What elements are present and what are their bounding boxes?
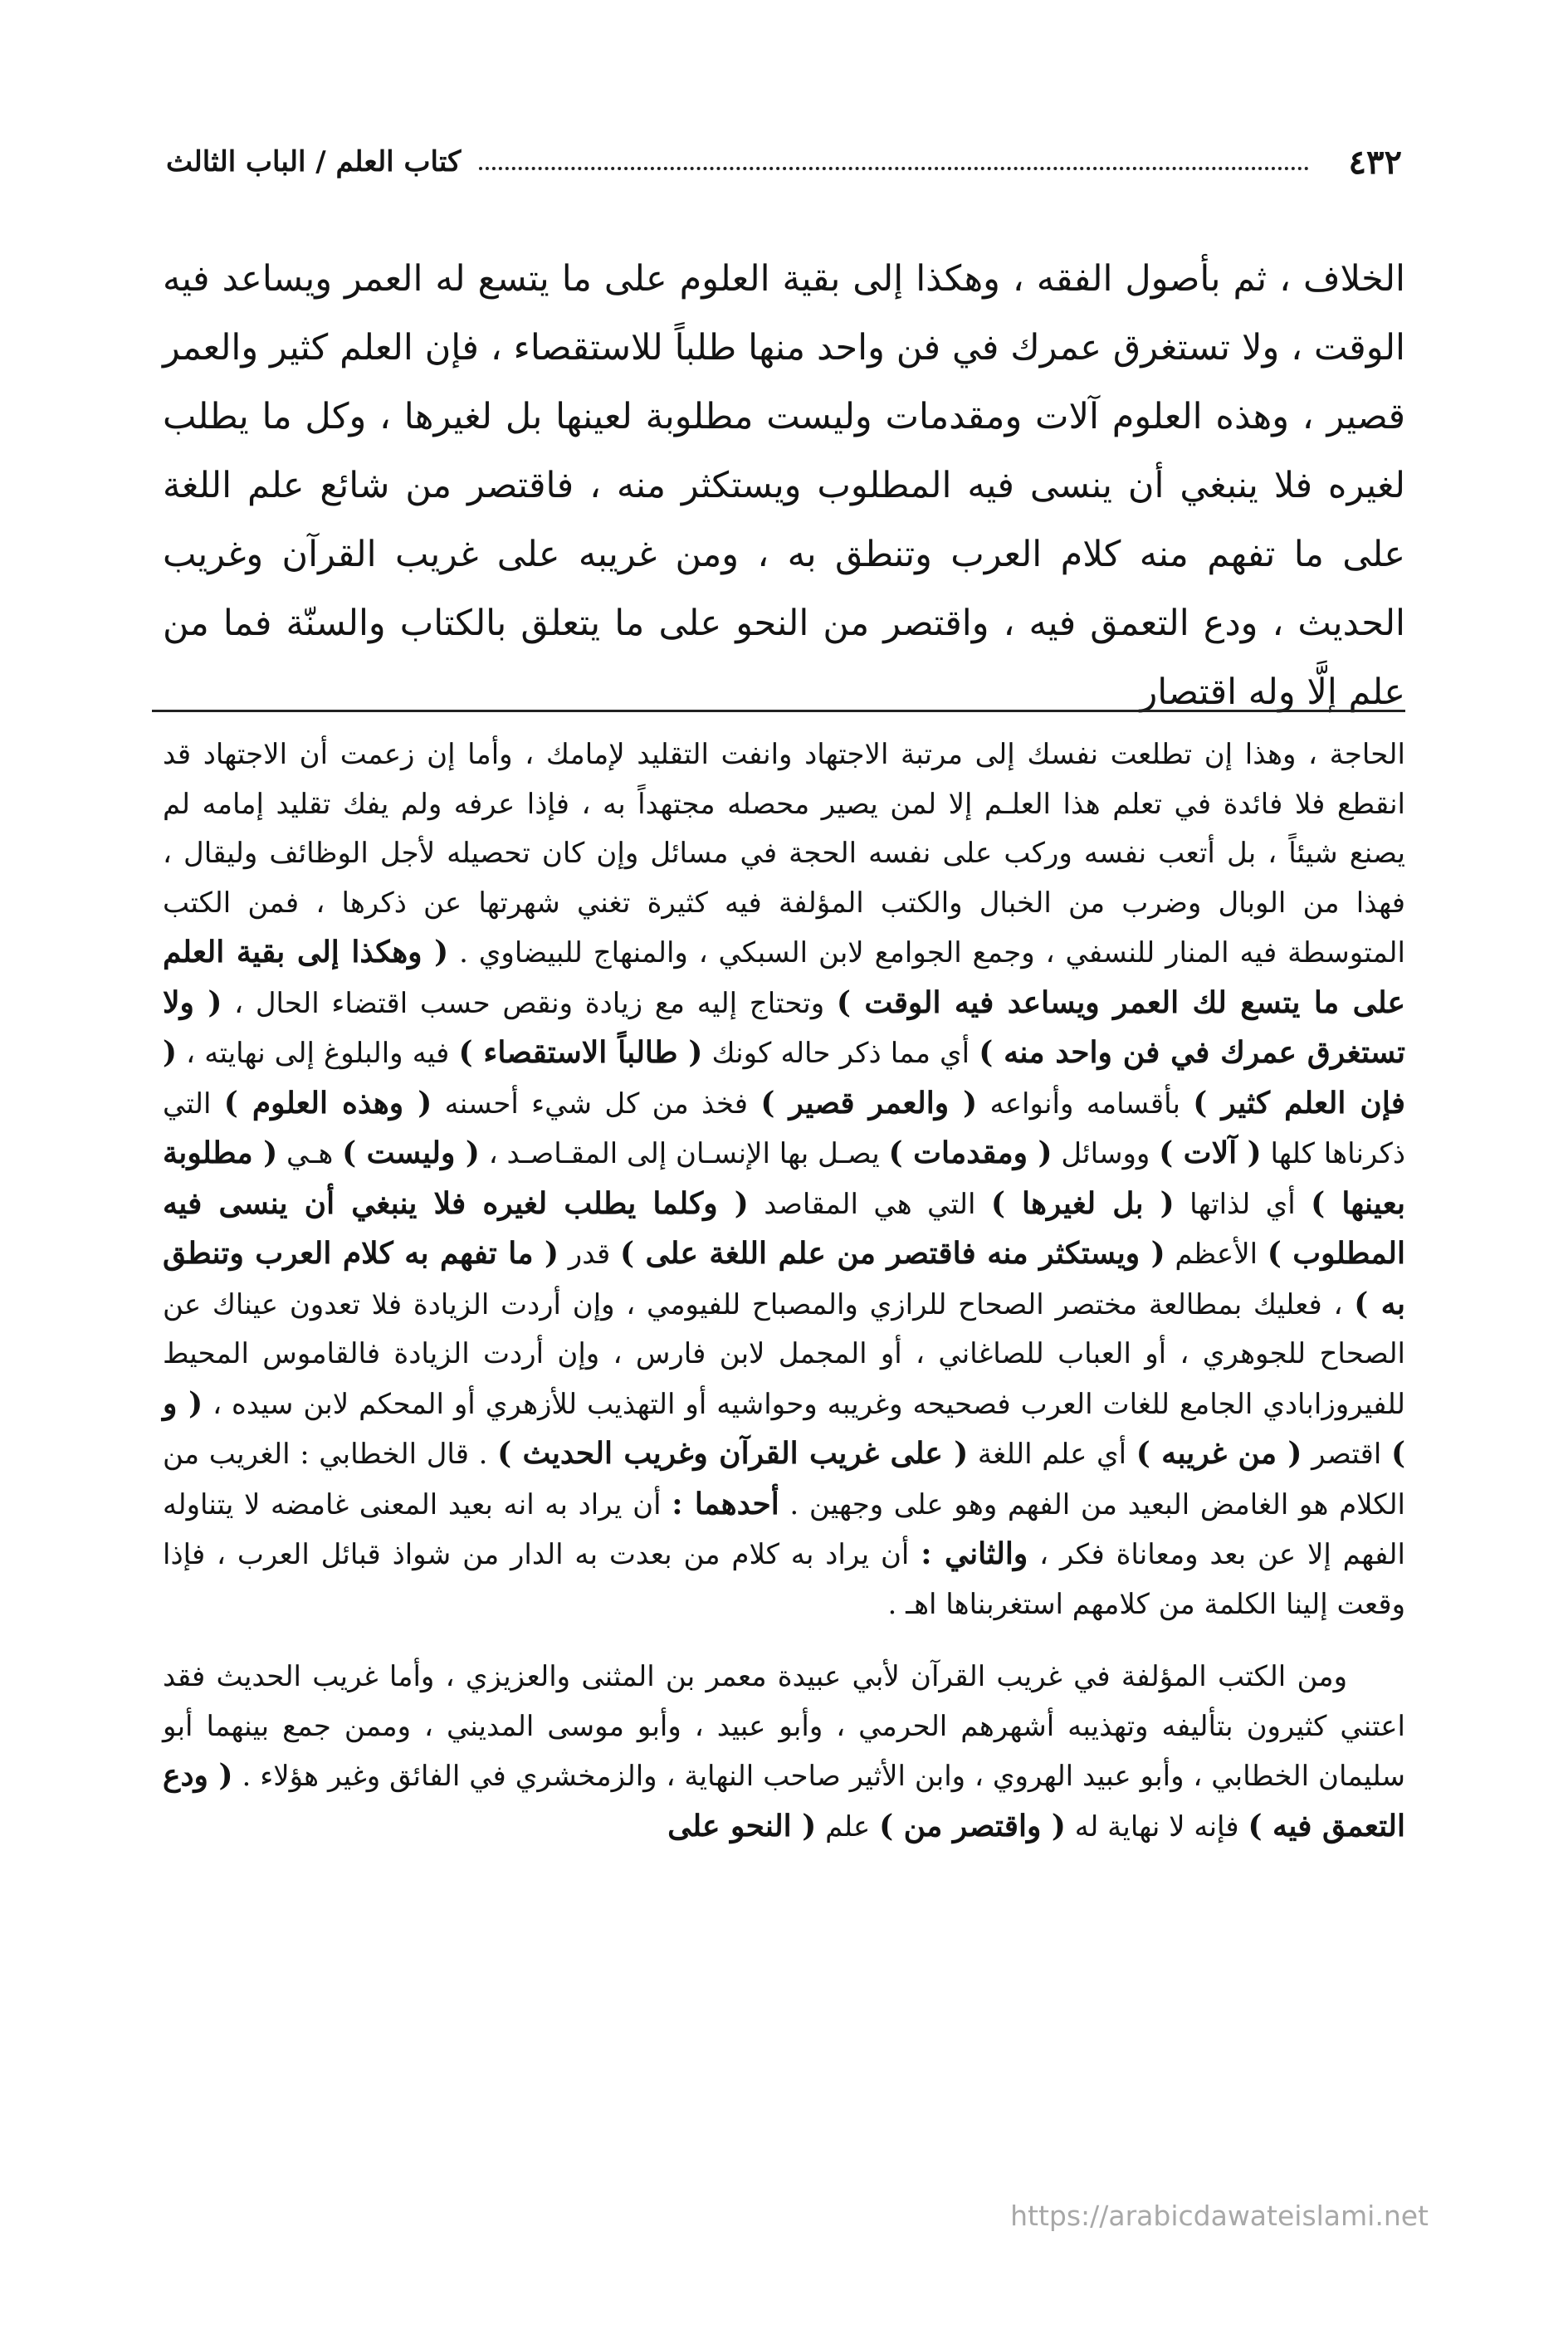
commentary-text: . قال الخطابي : الغريب من الكلام هو الغامض البعيد من الفهم وهو على وجهين . [163, 1438, 1405, 1521]
commentary-separator-rule [152, 710, 1405, 712]
header-dotted-leader [479, 167, 1308, 170]
commentary-text: أي مما ذكر حاله كونك [702, 1037, 979, 1070]
commentary-text: فإنه لا نهاية له [1065, 1809, 1248, 1843]
quoted-matn-text: ( ولا تستغرق عمرك في فن واحد منه ) [163, 984, 1405, 1070]
chapter-title: كتاب العلم / الباب الثالث [166, 145, 462, 178]
quoted-matn-text: ( النحو على [667, 1808, 817, 1843]
quoted-matn-text: ( و ) [163, 1385, 1406, 1471]
quoted-matn-text: ( ما تفهم به كلام العرب وتنطق به ) [163, 1236, 1405, 1321]
main-text-paragraph: الخلاف ، ثم بأصول الفقه ، وهكذا إلى بقية العلوم على ما يتسع له العمر ويساعد فيه الوقت ، ولا تستغرق عمرك في فن واحد منها طلباً للاستقصاء ، فإن العلم كثير والعمر قصير ، وهذه العلوم آلات ومقدمات وليست مطلوبة لعينها بل لغيرها ، وكل ما يطلب لغيره فلا ينبغي أن ينسى فيه المطلوب ويستكثر منه ، فاقتصر من شائع علم اللغة على ما تفهم منه كلام العرب وتنطق به ، ومن غريبه على غريب القرآن وغريب الحديث ، ودع التعمق فيه ، واقتصر من النحو على ما يتعلق بالكتاب والسنّة فما من علم إلَّا وله اقتصار [163, 258, 1405, 713]
quoted-matn-text: ( وليست ) [342, 1135, 480, 1170]
commentary-text: التي هي المقاصد [748, 1187, 991, 1221]
commentary-text: يصـل بها الإنسـان إلى المقـاصـد ، [479, 1137, 889, 1170]
page-number: ٤٣٢ [1348, 142, 1402, 182]
quoted-matn-text: والثاني : [921, 1536, 1028, 1571]
commentary-text: اقتصر [1302, 1438, 1391, 1471]
commentary-paragraph-1 [163, 730, 1405, 1629]
quoted-matn-text: ( طالباً الاستقصاء ) [458, 1035, 703, 1070]
commentary-text: الحاجة ، وهذا إن تطلعت نفسك إلى مرتبة الاجتهاد وانفت التقليد لإمامك ، وأما إن زعمت أن الاجتهاد قد انقطع فلا فائدة في تعلم هذا العلـم إلا لمن يصير محصله مجتهداً به ، فإذا عرفه ولم يفك تقليد إمامه لم يصنع شيئاً ، بل أتعب نفسه وركب على نفسه الحجة في مسائل وإن كان تحصيله لأجل الوظائف وليقال ، فهذا من الوبال وضرب من الخبال والكتب المؤلفة فيه كثيرة تغني شهرتها عن ذكرها ، فمن الكتب المتوسطة فيه المنار للنسفي ، وجمع الجوامع لابن السبكي ، والمنهاج للبيضاوي . [163, 738, 1405, 969]
quoted-matn-text: ( ودع التعمق فيه ) [163, 1758, 1405, 1843]
quoted-matn-text: ( والعمر قصير ) [760, 1085, 978, 1121]
commentary-paragraph-2 [163, 1653, 1405, 1852]
commentary-text: أن يراد به كلام من بعدت به الدار من شواذ قبائل العرب ، فإذا وقعت إلينا الكلمة من كلامهم استغربناها اهـ . [163, 1538, 1405, 1621]
commentary-text: ووسائل [1052, 1137, 1160, 1170]
commentary-text: ومن الكتب المؤلفة في غريب القرآن لأبي عبيدة معمر بن المثنى والعزيزي ، وأما غريب الحديث فقد اعتني كثيرون بتأليفه وتهذيبه أشهرهم الحرمي ، وأبو عبيد ، وأبو موسى المديني ، وممن جمع بينهما أبو سليمان الخطابي ، وأبو عبيد الهروي ، وابن الأثير صاحب النهاية ، والزمخشري في الفائق وغير هؤلاء . [163, 1660, 1405, 1793]
running-head [166, 137, 1402, 187]
commentary-text: فخذ من كل شيء أحسنه [432, 1087, 761, 1121]
quoted-matn-text: ( بل لغيرها ) [990, 1185, 1175, 1221]
commentary-text: قدر [559, 1238, 621, 1271]
commentary-text: التي ذكرناها كلها [163, 1087, 1405, 1170]
commentary-text: الأعظم [1165, 1238, 1268, 1271]
quoted-matn-text: ( من غريبه ) [1136, 1436, 1302, 1471]
commentary-text: فيه والبلوغ إلى نهايته ، [177, 1037, 459, 1070]
quoted-matn-text: ( على غريب القرآن وغريب الحديث ) [497, 1436, 969, 1471]
commentary-text: وتحتاج إليه مع زيادة ونقص حسب اقتضاء الحال ، [222, 986, 837, 1020]
commentary-text: ، فعليك بمطالعة مختصر الصحاح للرازي والمصباح للفيومي ، وإن أردت الزيادة فلا تعدون عيناك عن الصحاح للجوهري ، أو العباب للصاغاني ، أو المجمل لابن فارس ، وإن أردت الزيادة فالقاموس المحيط للفيروزابادي الجامع للغات العرب فصحيحه وغريبه وحواشيه أو التهذيب للأزهري أو المحكم لابن سيده ، [163, 1287, 1405, 1421]
quoted-matn-text: ( ويستكثر منه فاقتصر من علم اللغة على ) [620, 1236, 1165, 1271]
commentary-text: أي علم اللغة [968, 1438, 1136, 1471]
quoted-matn-text: ( واقتصر من ) [879, 1808, 1066, 1843]
quoted-matn-text: ( وهذه العلوم ) [223, 1085, 432, 1121]
quoted-matn-text: ( فإن العلم كثير ) [163, 1035, 1406, 1121]
quoted-matn-text: ( وكلما يطلب لغيره فلا ينبغي أن ينسى فيه المطلوب ) [163, 1185, 1406, 1271]
commentary-text: علم [816, 1809, 880, 1843]
quoted-matn-text: ( آلات ) [1159, 1135, 1262, 1170]
source-watermark[interactable]: https://arabicdawateislami.net [1010, 2200, 1429, 2232]
quoted-matn-text: ( مطلوبة بعينها ) [163, 1135, 1406, 1221]
commentary-block [163, 730, 1405, 1852]
quoted-matn-text: أحدهما : [672, 1486, 779, 1521]
quoted-matn-text: ( وهكذا إلى بقية العلم على ما يتسع لك العمر ويساعد فيه الوقت ) [163, 935, 1405, 1020]
commentary-text: أي لذاتها [1174, 1187, 1312, 1221]
commentary-text: بأقسامه وأنواعه [977, 1087, 1194, 1121]
main-text-block [163, 245, 1405, 727]
quoted-matn-text: ( ومقدمات ) [888, 1135, 1053, 1170]
commentary-text: أن يراد به انه بعيد المعنى غامضه لا يتناوله الفهم إلا عن بعد ومعاناة فكر ، [163, 1487, 1405, 1571]
commentary-text: هـي [277, 1137, 343, 1170]
